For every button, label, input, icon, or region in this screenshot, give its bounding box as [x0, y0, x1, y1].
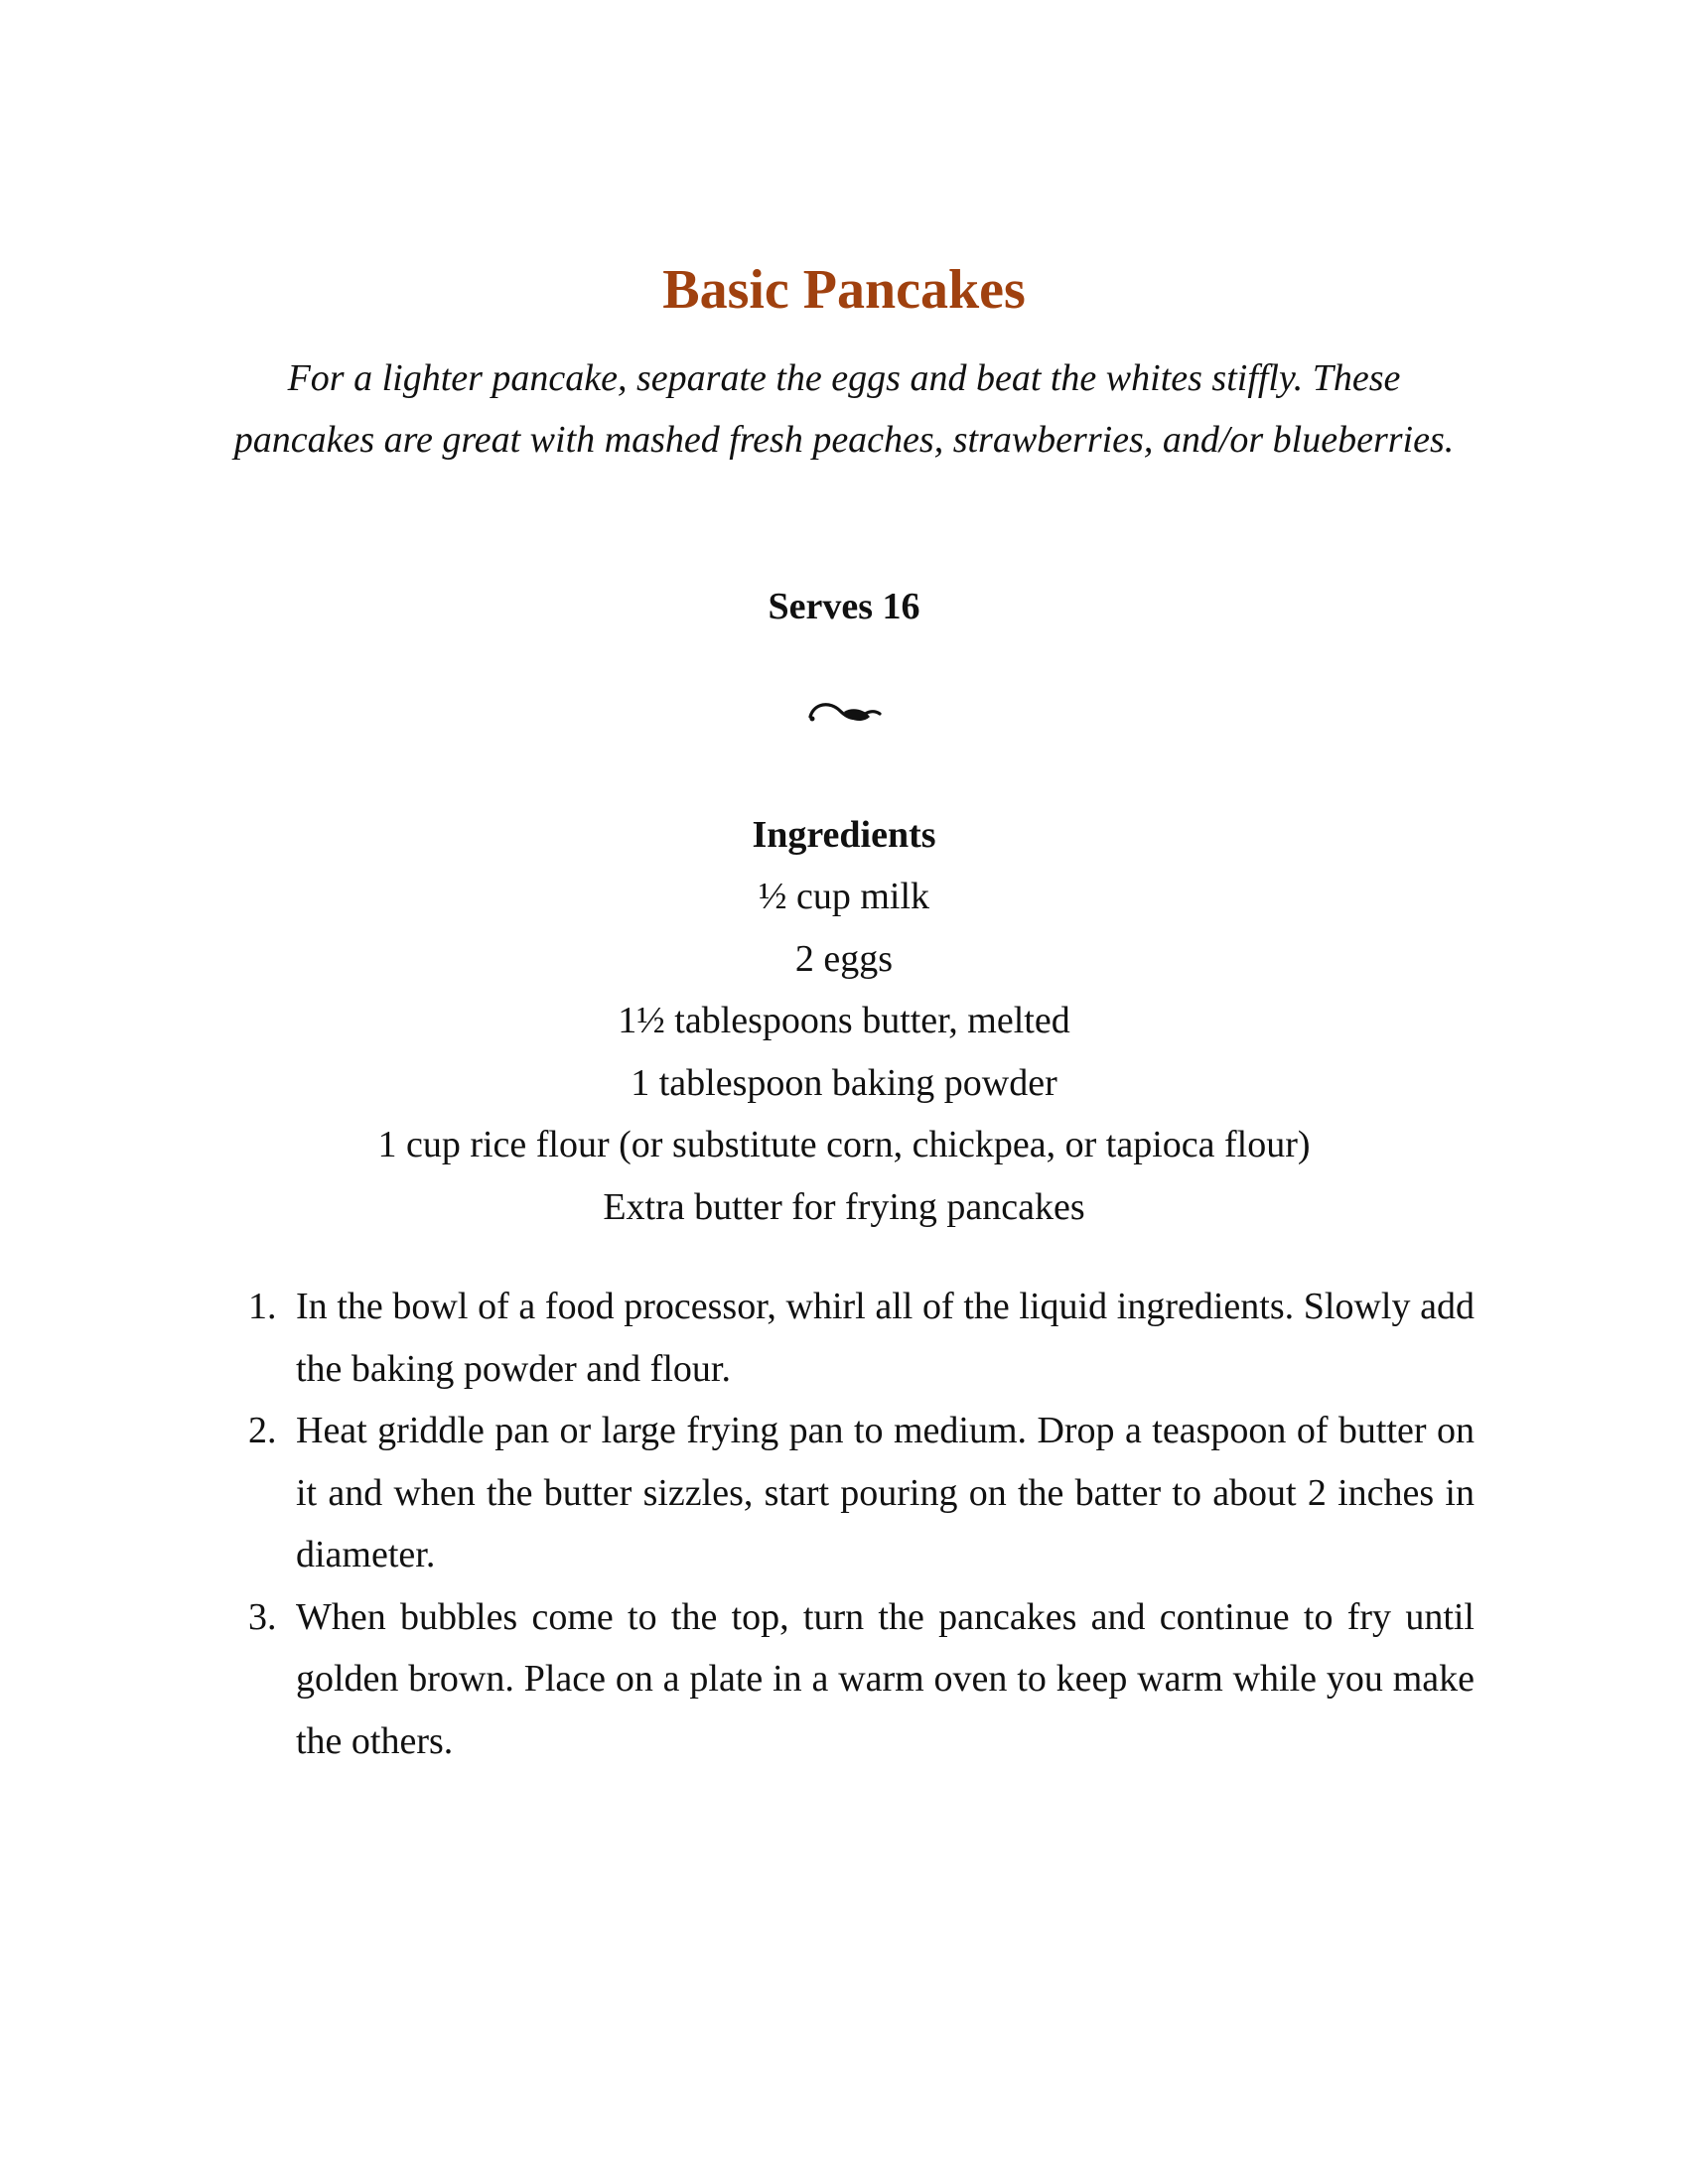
page-title: Basic Pancakes [662, 259, 1026, 321]
ingredient-item: 1 cup rice flour (or substitute corn, chickpea, or tapioca flour) [377, 1124, 1311, 1165]
step-text: In the bowl of a food processor, whirl all of the liquid ingredients. Slowly add the baking powder and flour. [296, 1286, 1475, 1390]
step-text: When bubbles come to the top, turn the pancakes and continue to fry until golden brown. Place on a plate in a warm oven to keep warm while you make the others. [296, 1595, 1475, 1762]
ingredient-item: ½ cup milk [758, 876, 930, 917]
ingredient-item: Extra butter for frying pancakes [603, 1185, 1085, 1228]
step-text: Heat griddle pan or large frying pan to medium. Drop a teaspoon of butter on it and when the butter sizzles, start pouring on the batter to about 2 inches in diameter. [296, 1410, 1475, 1575]
instruction-step [248, 1400, 1475, 1586]
flourish-ornament-icon [804, 695, 884, 731]
step-number: 3. [248, 1595, 277, 1638]
step-number: 1. [248, 1286, 277, 1327]
ingredients-heading: Ingredients [752, 814, 936, 856]
recipe-intro: For a lighter pancake, separate the eggs and beat the whites stiffly. These pancakes are great with mashed fresh peaches, strawberries, and/or blueberries. [233, 357, 1455, 461]
ingredient-item: 2 eggs [794, 937, 894, 980]
step-number: 2. [248, 1410, 277, 1451]
instruction-step [248, 1586, 1475, 1773]
serves-count: Serves 16 [768, 586, 920, 627]
ingredient-item: 1½ tablespoons butter, melted [618, 1000, 1070, 1041]
ingredients-list [0, 866, 1688, 1238]
ingredient-item: 1 tablespoon baking powder [631, 1061, 1057, 1104]
instructions-list [248, 1276, 1475, 1772]
instruction-step [248, 1276, 1475, 1400]
